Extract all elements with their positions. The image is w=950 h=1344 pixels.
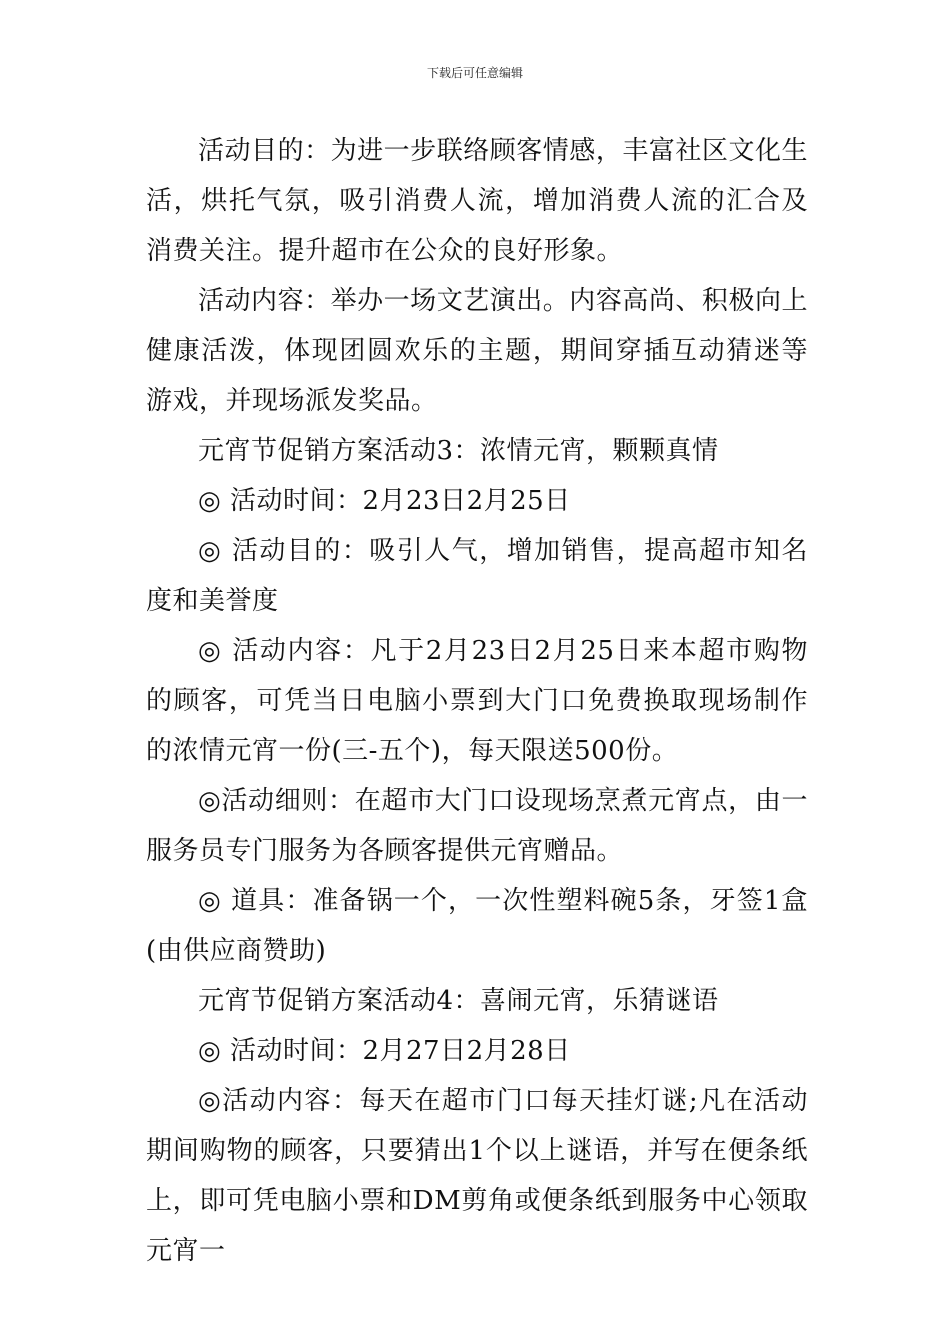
page-header: 下载后可任意编辑: [426, 66, 523, 80]
paragraph-activity-time-3: ◎ 活动时间：2月23日2月25日: [198, 486, 571, 516]
paragraph-activity-content-3: ◎ 活动内容：凡于2月23日2月25日来本超市购物的顾客，可凭当日电脑小票到大门口免费换取现场制作的浓情元宵一份(三-五个)，每天限送500份。: [146, 636, 808, 766]
document-body: [146, 126, 808, 1276]
paragraph-props-3: ◎ 道具：准备锅一个，一次性塑料碗5条，牙签1盒(由供应商赞助): [146, 886, 808, 966]
section-heading-activity-3: 元宵节促销方案活动3：浓情元宵，颗颗真情: [198, 436, 719, 466]
paragraph-activity-time-4: ◎ 活动时间：2月27日2月28日: [198, 1036, 571, 1066]
paragraph-activity-content: 活动内容：举办一场文艺演出。内容高尚、积极向上健康活泼，体现团圆欢乐的主题，期间穿插互动猜迷等游戏，并现场派发奖品。: [146, 286, 808, 416]
paragraph-activity-content-4: ◎活动内容：每天在超市门口每天挂灯谜;凡在活动期间购物的顾客，只要猜出1个以上谜语，并写在便条纸上，即可凭电脑小票和DM剪角或便条纸到服务中心领取元宵一: [146, 1086, 808, 1266]
paragraph-activity-purpose-3: ◎ 活动目的：吸引人气，增加销售，提高超市知名度和美誉度: [146, 536, 808, 616]
section-heading-activity-4: 元宵节促销方案活动4：喜闹元宵，乐猜谜语: [198, 986, 719, 1016]
paragraph-activity-purpose: 活动目的：为进一步联络顾客情感，丰富社区文化生活，烘托气氛，吸引消费人流，增加消费人流的汇合及消费关注。提升超市在公众的良好形象。: [146, 136, 808, 266]
paragraph-activity-rules-3: ◎活动细则：在超市大门口设现场烹煮元宵点，由一服务员专门服务为各顾客提供元宵赠品。: [146, 786, 808, 866]
